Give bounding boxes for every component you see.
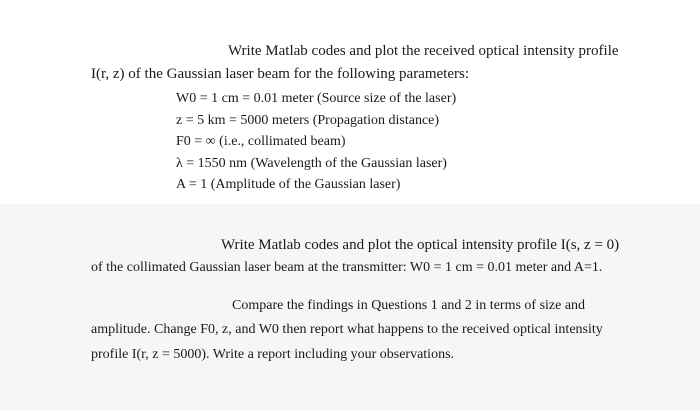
q1-parameter-focus: F0 = ∞ (i.e., collimated beam)	[176, 134, 346, 149]
q1-intro-line-2: I(r, z) of the Gaussian laser beam for the following parameters:	[91, 66, 470, 82]
question-1-panel	[0, 0, 700, 204]
q1-parameter-propagation-distance: z = 5 km = 5000 meters (Propagation distance)	[176, 113, 440, 128]
q3-line-3: profile I(r, z = 5000). Write a report including your observations.	[91, 347, 455, 362]
q1-intro-line-1: Write Matlab codes and plot the received optical intensity profile	[228, 43, 619, 59]
question-2-3-panel	[0, 204, 700, 410]
q1-parameter-amplitude: A = 1 (Amplitude of the Gaussian laser)	[176, 177, 401, 192]
q1-parameter-wavelength: λ = 1550 nm (Wavelength of the Gaussian laser)	[176, 156, 447, 171]
q2-line-2: of the collimated Gaussian laser beam at the transmitter: W0 = 1 cm = 0.01 meter and A=1.	[91, 260, 603, 275]
q2-line-1: Write Matlab codes and plot the optical intensity profile I(s, z = 0)	[221, 237, 620, 253]
q3-line-2: amplitude. Change F0, z, and W0 then report what happens to the received optical intensity	[91, 322, 603, 337]
q3-line-1: Compare the findings in Questions 1 and 2 in terms of size and	[232, 298, 586, 313]
q1-parameter-source-size: W0 = 1 cm = 0.01 meter (Source size of the laser)	[176, 91, 457, 106]
